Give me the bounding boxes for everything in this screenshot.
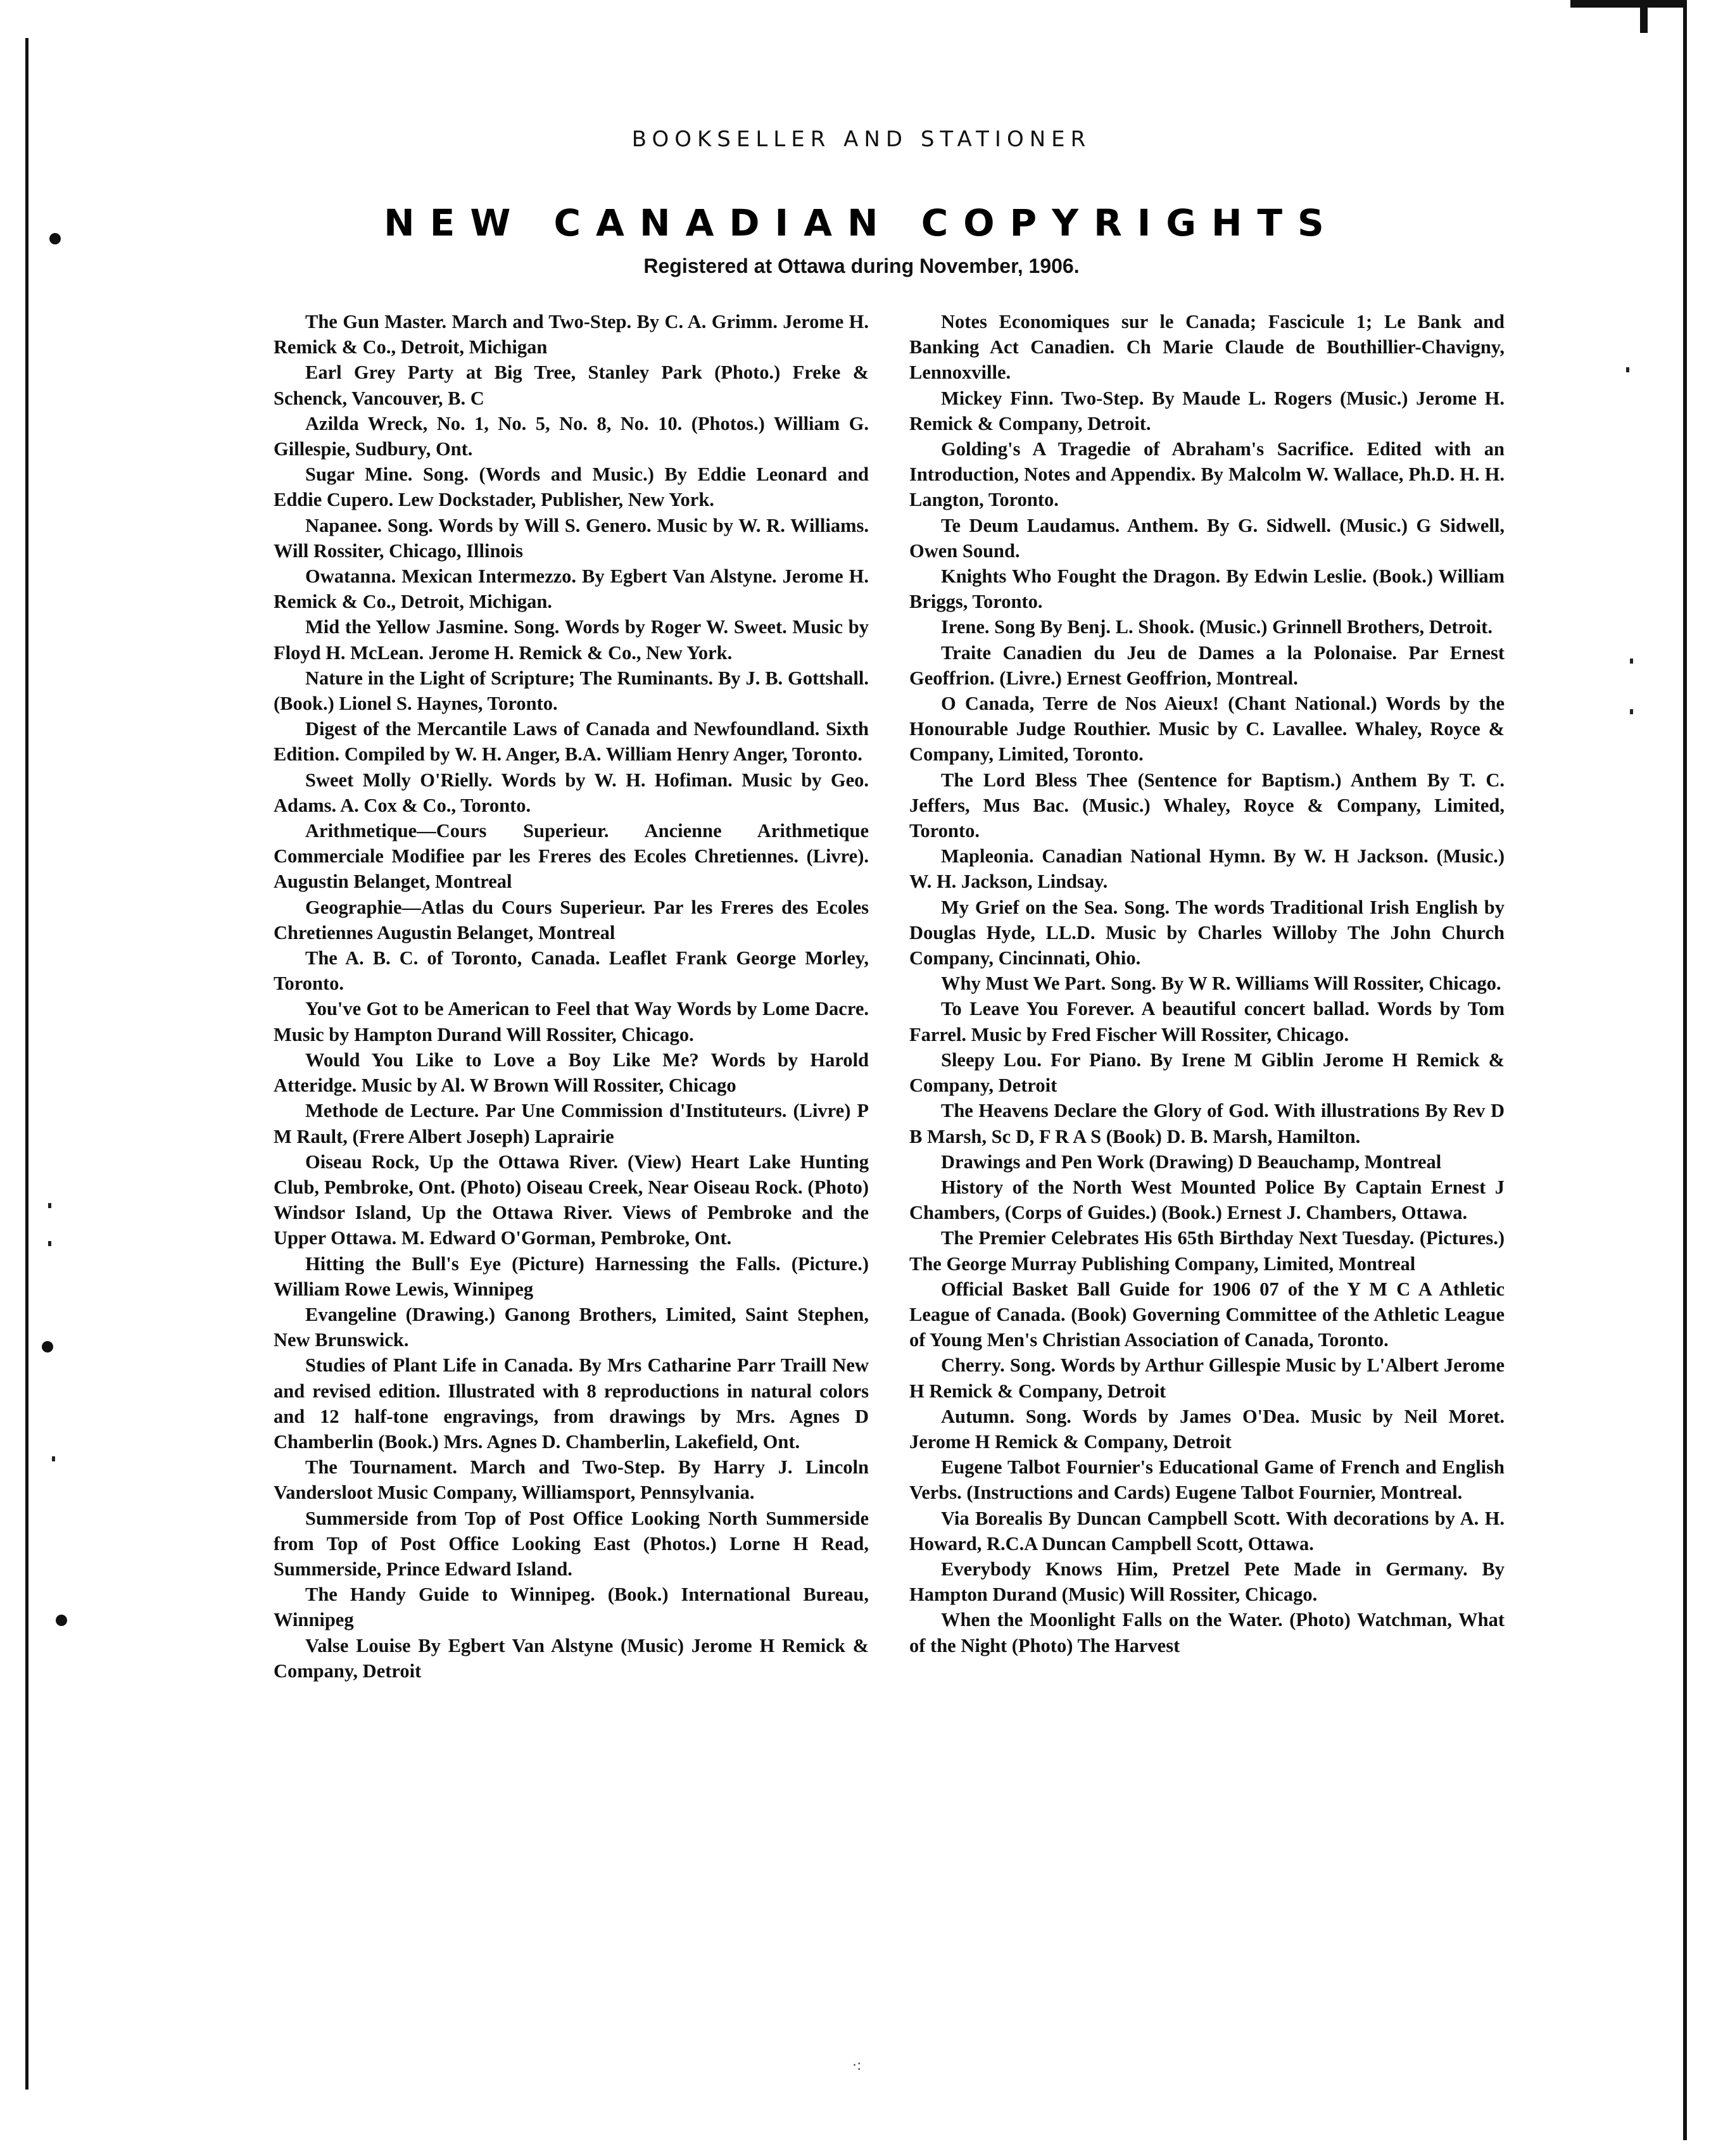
copyright-entry: Nature in the Light of Scripture; The Ruminants. By J. B. Gottshall. (Book.) Lionel S. Haynes, Toronto. — [274, 667, 869, 715]
copyright-entry: The Tournament. March and Two-Step. By Harry J. Lincoln Vandersloot Music Company, Williamsport, Pennsylvania. — [274, 1456, 869, 1504]
copyright-entry: The A. B. C. of Toronto, Canada. Leaflet Frank George Morley, Toronto. — [274, 947, 869, 995]
copyright-entry: Te Deum Laudamus. Anthem. By G. Sidwell. (Music.) G Sidwell, Owen Sound. — [909, 514, 1505, 562]
left-column — [274, 309, 869, 2069]
copyright-entry: Golding's A Tragedie of Abraham's Sacrifice. Edited with an Introduction, Notes and Appendix. By Malcolm W. Wallace, Ph.D. H. H. Langton, Toronto. — [909, 438, 1505, 511]
page-title: NEW CANADIAN COPYRIGHTS — [384, 201, 1339, 244]
copyright-entry: Official Basket Ball Guide for 1906 07 of the Y M C A Athletic League of Canada. (Book) Governing Committee of the Athletic League of Young Men's Christian Association of Canada, Toronto. — [909, 1278, 1505, 1351]
copyright-entry: My Grief on the Sea. Song. The words Traditional Irish English by Douglas Hyde, LL.D. Music by Charles Willoby The John Church Company, Cincinnati, Ohio. — [909, 896, 1505, 969]
copyright-entry: Irene. Song By Benj. L. Shook. (Music.) Grinnell Brothers, Detroit. — [941, 616, 1493, 638]
copyright-entry: When the Moonlight Falls on the Water. (Photo) Watchman, What of the Night (Photo) The Harvest — [909, 1609, 1505, 1656]
scan-speck — [48, 1203, 51, 1208]
binding-hole — [56, 1615, 67, 1626]
copyright-entry: The Heavens Declare the Glory of God. With illustrations By Rev D B Marsh, Sc D, F R A S (Book) D. B. Marsh, Hamilton. — [909, 1100, 1505, 1147]
copyright-entry: O Canada, Terre de Nos Aieux! (Chant National.) Words by the Honourable Judge Routhier. Music by C. Lavallee. Whaley, Royce & Company, Limited, Toronto. — [909, 693, 1505, 766]
copyright-entry: Cherry. Song. Words by Arthur Gillespie Music by L'Albert Jerome H Remick & Company, Detroit — [909, 1354, 1505, 1402]
top-right-corner-mark — [1570, 0, 1687, 8]
copyright-entry: To Leave You Forever. A beautiful concert ballad. Words by Tom Farrel. Music by Fred Fischer Will Rossiter, Chicago. — [909, 998, 1505, 1045]
page-footer-mark: ·: — [852, 2058, 862, 2074]
copyright-entry: Evangeline (Drawing.) Ganong Brothers, Limited, Saint Stephen, New Brunswick. — [274, 1303, 869, 1351]
copyright-entry: Notes Economiques sur le Canada; Fascicule 1; Le Bank and Banking Act Canadien. Ch Marie Claude de Bouthillier-Chavigny, Lennoxville. — [909, 311, 1505, 384]
copyright-entry: Arithmetique—Cours Superieur. Ancienne Arithmetique Commerciale Modifiee par les Freres des Ecoles Chretiennes. (Livre). Augustin Belanget, Montreal — [274, 820, 869, 893]
copyright-entry: Oiseau Rock, Up the Ottawa River. (View) Heart Lake Hunting Club, Pembroke, Ont. (Photo) Oiseau Creek, Near Oiseau Rock. (Photo) Windsor Island, Up the Ottawa River. Views of Pembroke and the Upper Ottawa. M. Edward O'Gorman, Pembroke, Ont. — [274, 1150, 869, 1249]
scan-speck — [52, 1456, 55, 1461]
copyright-entry: Via Borealis By Duncan Campbell Scott. With decorations by A. H. Howard, R.C.A Duncan Campbell Scott, Ottawa. — [909, 1507, 1505, 1554]
copyright-entry: Earl Grey Party at Big Tree, Stanley Park (Photo.) Freke & Schenck, Vancouver, B. C — [274, 362, 869, 409]
copyright-entry: Napanee. Song. Words by Will S. Genero. Music by W. R. Williams. Will Rossiter, Chicago, Illinois — [274, 514, 869, 562]
copyright-entry: You've Got to be American to Feel that Way Words by Lome Dacre. Music by Hampton Durand Will Rossiter, Chicago. — [274, 998, 869, 1045]
copyright-entry: Digest of the Mercantile Laws of Canada and Newfoundland. Sixth Edition. Compiled by W. H. Anger, B.A. William Henry Anger, Toronto. — [274, 718, 869, 766]
scan-speck — [1630, 709, 1633, 714]
scan-speck — [48, 1241, 51, 1246]
copyright-entry: The Lord Bless Thee (Sentence for Baptism.) Anthem By T. C. Jeffers, Mus Bac. (Music.) Whaley, Royce & Company, Limited, Toronto. — [909, 769, 1505, 842]
copyright-entry: Sleepy Lou. For Piano. By Irene M Giblin Jerome H Remick & Company, Detroit — [909, 1049, 1505, 1097]
copyright-entry: The Gun Master. March and Two-Step. By C. A. Grimm. Jerome H. Remick & Co., Detroit, Michigan — [274, 311, 869, 358]
copyright-entry: Studies of Plant Life in Canada. By Mrs Catharine Parr Traill New and revised edition. Illustrated with 8 reproductions in natural colors and 12 half-tone engravings, from drawings by Mrs. Agnes D Chamberlin (Book.) Mrs. Agnes D. Chamberlin, Lakefield, Ont. — [274, 1354, 869, 1453]
copyright-entry: Valse Louise By Egbert Van Alstyne (Music) Jerome H Remick & Company, Detroit — [274, 1634, 869, 1682]
copyright-entry: Drawings and Pen Work (Drawing) D Beauchamp, Montreal — [941, 1150, 1442, 1173]
running-head: BOOKSELLER AND STATIONER — [631, 127, 1092, 152]
copyright-entry: Mickey Finn. Two-Step. By Maude L. Rogers (Music.) Jerome H. Remick & Company, Detroit. — [909, 387, 1505, 434]
binding-hole — [42, 1341, 53, 1352]
copyright-entry: Hitting the Bull's Eye (Picture) Harnessing the Falls. (Picture.) William Rowe Lewis, Winnipeg — [274, 1252, 869, 1300]
scan-speck — [1626, 367, 1629, 372]
right-border-rule — [1683, 0, 1687, 2140]
copyright-entry: Why Must We Part. Song. By W R. Williams Will Rossiter, Chicago. — [941, 973, 1501, 995]
copyright-entry: Owatanna. Mexican Intermezzo. By Egbert Van Alstyne. Jerome H. Remick & Co., Detroit, Michigan. — [274, 565, 869, 613]
right-column — [909, 309, 1505, 2069]
copyright-entry: Knights Who Fought the Dragon. By Edwin Leslie. (Book.) William Briggs, Toronto. — [909, 565, 1505, 613]
copyright-entry: The Handy Guide to Winnipeg. (Book.) International Bureau, Winnipeg — [274, 1584, 869, 1631]
copyright-entry: Mapleonia. Canadian National Hymn. By W. H Jackson. (Music.) W. H. Jackson, Lindsay. — [909, 845, 1505, 893]
copyright-entry: Azilda Wreck, No. 1, No. 5, No. 8, No. 10. (Photos.) William G. Gillespie, Sudbury, Ont. — [274, 412, 869, 460]
copyright-entry: Summerside from Top of Post Office Looking North Summerside from Top of Post Office Looking East (Photos.) Lorne H Read, Summerside, Prince Edward Island. — [274, 1507, 869, 1580]
copyright-entry: Everybody Knows Him, Pretzel Pete Made in Germany. By Hampton Durand (Music) Will Rossiter, Chicago. — [909, 1558, 1505, 1606]
scan-speck — [1630, 659, 1633, 664]
copyright-entry: Sugar Mine. Song. (Words and Music.) By Eddie Leonard and Eddie Cupero. Lew Dockstader, Publisher, New York. — [274, 463, 869, 511]
copyright-entry: Mid the Yellow Jasmine. Song. Words by Roger W. Sweet. Music by Floyd H. McLean. Jerome H. Remick & Co., New York. — [274, 616, 869, 664]
corner-tick-mark — [1640, 0, 1648, 33]
page-subtitle: Registered at Ottawa during November, 1906. — [643, 255, 1080, 277]
copyright-entry: The Premier Celebrates His 65th Birthday Next Tuesday. (Pictures.) The George Murray Publishing Company, Limited, Montreal — [909, 1227, 1505, 1275]
copyright-entry: History of the North West Mounted Police By Captain Ernest J Chambers, (Corps of Guides.) (Book.) Ernest J. Chambers, Ottawa. — [909, 1176, 1505, 1224]
copyright-entry: Traite Canadien du Jeu de Dames a la Polonaise. Par Ernest Geoffrion. (Livre.) Ernest Geoffrion, Montreal. — [909, 641, 1505, 689]
copyright-entry: Autumn. Song. Words by James O'Dea. Music by Neil Moret. Jerome H Remick & Company, Detroit — [909, 1405, 1505, 1453]
copyright-entry: Sweet Molly O'Rielly. Words by W. H. Hofiman. Music by Geo. Adams. A. Cox & Co., Toronto. — [274, 769, 869, 816]
binding-edge — [25, 38, 28, 2090]
copyright-entry: Would You Like to Love a Boy Like Me? Words by Harold Atteridge. Music by Al. W Brown Will Rossiter, Chicago — [274, 1049, 869, 1097]
copyright-entry: Geographie—Atlas du Cours Superieur. Par les Freres des Ecoles Chretiennes Augustin Belanget, Montreal — [274, 896, 869, 943]
copyright-entry: Eugene Talbot Fournier's Educational Game of French and English Verbs. (Instructions and Cards) Eugene Talbot Fournier, Montreal. — [909, 1456, 1505, 1504]
copyright-entry: Methode de Lecture. Par Une Commission d'Instituteurs. (Livre) P M Rault, (Frere Albert Joseph) Laprairie — [274, 1100, 869, 1147]
